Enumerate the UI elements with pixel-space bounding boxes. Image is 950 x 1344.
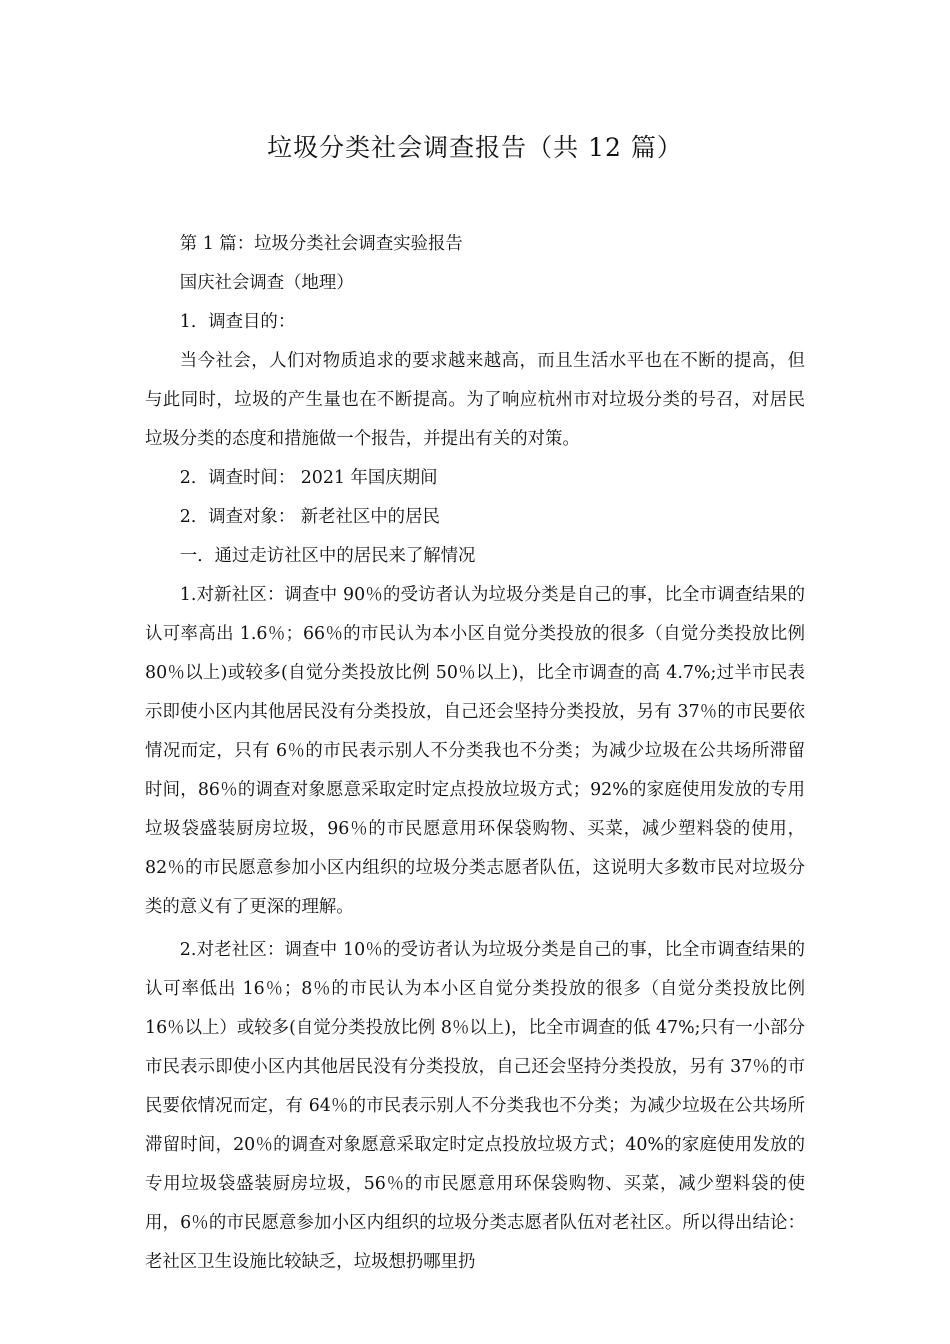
document-title: 垃圾分类社会调查报告（共 12 篇）	[267, 133, 683, 162]
subheading: 国庆社会调查（地理）	[179, 273, 354, 293]
section-one-heading: 一．通过走访社区中的居民来了解情况	[179, 546, 476, 566]
survey-subjects: 2．调查对象： 新老社区中的居民	[179, 507, 440, 527]
new-community-paragraph: 1.对新社区：调查中 90％的受访者认为垃圾分类是自己的事，比全市调查结果的认可率高出 1.6％；66％的市民认为本小区自觉分类投放的很多（自觉分类投放比例 80％以上)或较多(自觉分类投放比例 50％以上)，比全市调查的高 4.7%;过半市民表示即使小区内其他居民没有分类投放，自己还会坚持分类投放，另有 37％的市民要依情况而定，只有 6％的市民表示别人不分类我也不分类；为减少垃圾在公共场所滞留时间，86％的调查对象愿意采取定时定点投放垃圾方式；92%的家庭使用发放的专用垃圾袋盛装厨房垃圾，96％的市民愿意用环保袋购物、买菜，减少塑料袋的使用，82％的市民愿意参加小区内组织的垃圾分类志愿者队伍，这说明大多数市民对垃圾分类的意义有了更深的理解。	[145, 585, 805, 917]
document-body	[145, 225, 805, 1282]
old-community-paragraph: 2.对老社区：调查中 10％的受访者认为垃圾分类是自己的事，比全市调查结果的认可率低出 16％；8％的市民认为本小区自觉分类投放的很多（自觉分类投放比例 16％以上）或较多(自觉分类投放比例 8％以上)，比全市调查的低 47%;只有一小部分市民表示即使小区内其他居民没有分类投放，自己还会坚持分类投放，另有 37％的市民要依情况而定，有 64％的市民表示别人不分类我也不分类；为减少垃圾在公共场所滞留时间，20％的调查对象愿意采取定时定点投放垃圾方式；40%的家庭使用发放的专用垃圾袋盛装厨房垃圾，56％的市民愿意用环保袋购物、买菜，减少塑料袋的使用，6％的市民愿意参加小区内组织的垃圾分类志愿者队伍对老社区。所以得出结论：老社区卫生设施比较缺乏，垃圾想扔哪里扔	[145, 940, 805, 1272]
section-purpose-heading: 1．调查目的：	[179, 312, 296, 332]
survey-time: 2．调查时间： 2021 年国庆期间	[179, 468, 438, 488]
chapter-heading: 第 1 篇：垃圾分类社会调查实验报告	[179, 234, 463, 254]
purpose-paragraph: 当今社会，人们对物质追求的要求越来越高，而且生活水平也在不断的提高，但与此同时，垃圾的产生量也在不断提高。为了响应杭州市对垃圾分类的号召，对居民垃圾分类的态度和措施做一个报告，并提出有关的对策。	[145, 351, 805, 449]
